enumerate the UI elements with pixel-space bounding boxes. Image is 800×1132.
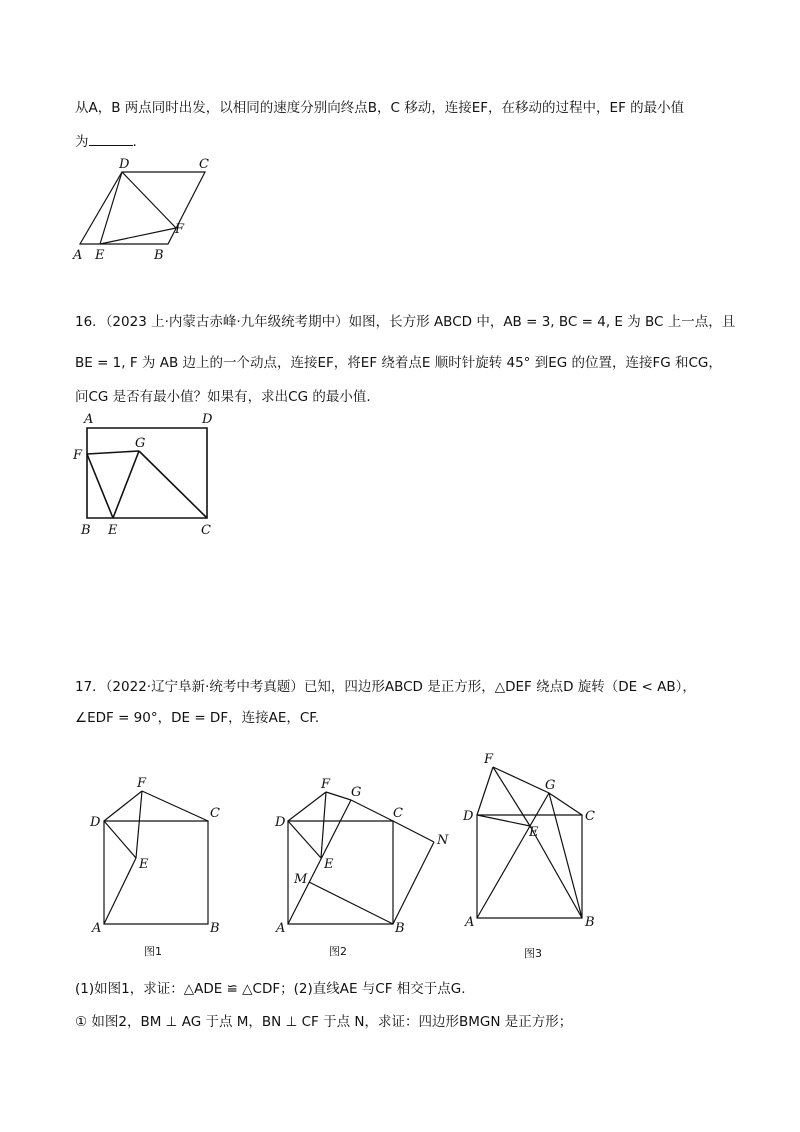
q16-text-line1: 16．（2023 上·内蒙古赤峰·九年级统考期中）如图，长方形 ABCD 中，AB = 3, BC = 4, E 为 BC 上一点，且 xyxy=(75,314,736,330)
fig17-2-segment-de xyxy=(288,821,321,858)
fig15-label-d: D xyxy=(119,157,130,172)
fig17-3 xyxy=(462,752,595,960)
fig17-3-caption: 图3 xyxy=(524,947,542,960)
fig16-label-d: D xyxy=(202,412,213,427)
q15-text-line1: 从A，B 两点同时出发，以相同的速度分别向终点B，C 移动，连接EF，在移动的过程中，EF 的最小值 xyxy=(75,100,685,116)
fig17-3-segment-de xyxy=(477,815,530,826)
fig17-2-label-a: A xyxy=(276,921,286,936)
fig15-label-c: C xyxy=(199,157,209,172)
fig17-2-segment-ag xyxy=(288,800,351,924)
fig17-2-label-c: C xyxy=(393,806,403,821)
fig17-1-label-b: B xyxy=(210,921,220,936)
fig15-label-a: A xyxy=(73,248,83,263)
q16-text-line3: 问CG 是否有最小值？如果有，求出CG 的最小值. xyxy=(75,389,371,405)
fig17-2-label-b: B xyxy=(395,921,405,936)
fig17-2-segment-df xyxy=(288,792,326,821)
q17-text-line2: ∠EDF = 90°，DE = DF，连接AE，CF. xyxy=(75,710,320,726)
fig17-3-label-a: A xyxy=(465,915,475,930)
fig17-2-label-m: M xyxy=(294,872,308,887)
fig17-1-label-d: D xyxy=(90,815,101,830)
fig17-2-label-f: F xyxy=(321,777,331,792)
fig16-label-a: A xyxy=(84,412,94,427)
fig17-2 xyxy=(274,777,449,958)
fig15-label-e: E xyxy=(95,248,105,263)
fig17-1 xyxy=(89,776,220,958)
q17-text-line1: 17．（2022·辽宁阜新·统考中考真题）已知，四边形ABCD 是正方形，△DEF 绕点D 旋转（DE < AB）， xyxy=(75,679,696,695)
fig17-1-label-c: C xyxy=(210,806,220,821)
fig17-1-segment-df xyxy=(104,791,142,821)
fig16-label-e: E xyxy=(108,523,118,538)
fig16-label-b: B xyxy=(81,523,91,538)
fig17-3-label-c: C xyxy=(585,809,595,824)
fig17-2-label-d: D xyxy=(275,815,286,830)
fig17-2-segment-bm xyxy=(309,882,393,924)
fig17-3-label-b: B xyxy=(585,915,595,930)
fig17-3-segment-df xyxy=(477,767,493,815)
q16-text-line2: BE = 1, F 为 AB 边上的一个动点，连接EF，将EF 绕着点E 顺时针旋转 45° 到EG 的位置，连接FG 和CG， xyxy=(75,355,722,371)
fig17-3-label-d: D xyxy=(463,809,474,824)
fig16-label-c: C xyxy=(201,523,211,538)
fig17-1-segment-fe xyxy=(136,791,142,858)
fig17-1-segment-de xyxy=(104,821,136,858)
fig17-1-segment-fc xyxy=(142,791,208,821)
fig17-2-segment-fe xyxy=(321,792,326,858)
fig17-2-segment-gc xyxy=(351,800,393,821)
fig15-label-f: F xyxy=(175,222,185,237)
fig17-3-label-g: G xyxy=(545,778,556,793)
fig17-3-segment-ag xyxy=(477,793,549,918)
q15-line2-suffix: . xyxy=(132,134,137,150)
q17-part2-text: ① 如图2，BM ⊥ AG 于点 M，BN ⊥ CF 于点 N，求证：四边形BMGN 是正方形； xyxy=(75,1014,573,1030)
fig17-2-label-n: N xyxy=(437,833,449,848)
fig17-1-caption: 图1 xyxy=(144,945,162,958)
fig17-2-caption: 图2 xyxy=(329,945,347,958)
q15-line2-prefix: 为 xyxy=(75,134,89,150)
fig17-1-label-e: E xyxy=(139,857,149,872)
q17-part1-text: (1)如图1，求证：△ADE ≌ △CDF；(2)直线AE 与CF 相交于点G. xyxy=(75,981,466,997)
fig17-2-label-e: E xyxy=(324,857,334,872)
fig17-3-label-f: F xyxy=(484,752,494,767)
fig17-2-segment-cn xyxy=(393,821,434,842)
fig16-label-g: G xyxy=(135,436,146,451)
fig17-2-segment-fg xyxy=(326,792,351,800)
fig15-label-b: B xyxy=(154,248,164,263)
fig17-1-label-a: A xyxy=(92,921,102,936)
fig17-1-label-f: F xyxy=(137,776,147,791)
fig17-2-label-g: G xyxy=(351,785,362,800)
fig17-3-label-e: E xyxy=(529,825,539,840)
fig16-label-f: F xyxy=(73,448,83,463)
fig17-1-segment-ae xyxy=(104,858,136,924)
fig17-1-square-abcd xyxy=(104,821,208,924)
fig17-2-segment-bn xyxy=(393,842,434,924)
